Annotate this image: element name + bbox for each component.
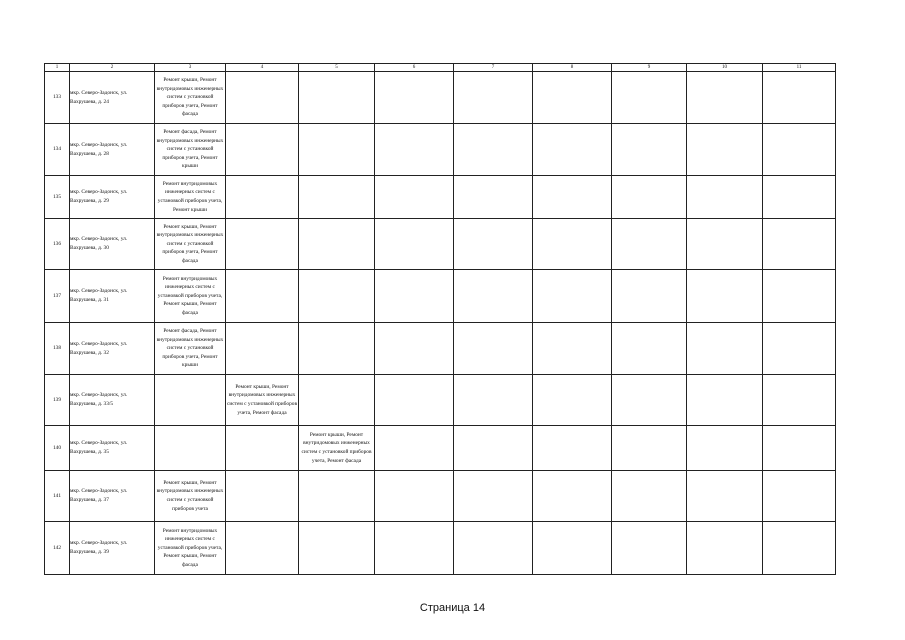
work-type-cell: Ремонт крыши, Ремонт внутридомовых инженерных систем с установкой приборов учета, Ремонт фасада <box>155 72 226 124</box>
address-cell: мкр. Северо-Задонск, ул. Вахрушева, д. 32 <box>70 323 155 375</box>
table-row <box>45 522 836 575</box>
empty-cell <box>454 426 533 471</box>
column-header: 5 <box>299 64 375 72</box>
table-row <box>45 426 836 471</box>
table-row <box>45 219 836 270</box>
row-number: 134 <box>45 124 70 176</box>
empty-cell <box>763 323 836 375</box>
empty-cell <box>687 323 763 375</box>
column-header: 11 <box>763 64 836 72</box>
empty-cell <box>375 375 454 426</box>
column-header: 7 <box>454 64 533 72</box>
work-type-cell <box>155 375 226 426</box>
empty-cell <box>375 471 454 522</box>
table-row <box>45 375 836 426</box>
capital-repair-table <box>44 63 836 575</box>
empty-cell <box>533 176 612 219</box>
empty-cell <box>533 323 612 375</box>
work-type-cell <box>299 270 375 323</box>
empty-cell <box>612 471 687 522</box>
empty-cell <box>763 72 836 124</box>
column-header: 3 <box>155 64 226 72</box>
empty-cell <box>454 72 533 124</box>
table-row <box>45 176 836 219</box>
work-type-cell <box>299 124 375 176</box>
empty-cell <box>612 323 687 375</box>
table-row <box>45 72 836 124</box>
table-row <box>45 270 836 323</box>
empty-cell <box>687 522 763 575</box>
work-type-cell <box>299 219 375 270</box>
empty-cell <box>763 124 836 176</box>
work-type-cell: Ремонт внутридомовых инженерных систем с установкой приборов учета, Ремонт крыши, Ремонт фасада <box>155 522 226 575</box>
address-cell: мкр. Северо-Задонск, ул. Вахрушева, д. 35 <box>70 426 155 471</box>
empty-cell <box>533 72 612 124</box>
empty-cell <box>454 176 533 219</box>
work-type-cell: Ремонт фасада, Ремонт внутридомовых инженерных систем с установкой приборов учета, Ремонт крыши <box>155 124 226 176</box>
work-type-cell <box>155 426 226 471</box>
work-type-cell <box>226 270 299 323</box>
table-row <box>45 124 836 176</box>
empty-cell <box>375 219 454 270</box>
empty-cell <box>375 270 454 323</box>
table-row <box>45 323 836 375</box>
column-header: 9 <box>612 64 687 72</box>
empty-cell <box>454 471 533 522</box>
empty-cell <box>763 375 836 426</box>
empty-cell <box>533 375 612 426</box>
work-type-cell <box>226 323 299 375</box>
empty-cell <box>454 522 533 575</box>
empty-cell <box>454 270 533 323</box>
row-number: 142 <box>45 522 70 575</box>
column-header: 8 <box>533 64 612 72</box>
empty-cell <box>454 323 533 375</box>
work-type-cell: Ремонт крыши, Ремонт внутридомовых инженерных систем с установкой приборов учета, Ремонт фасада <box>155 219 226 270</box>
empty-cell <box>375 323 454 375</box>
empty-cell <box>687 426 763 471</box>
empty-cell <box>687 124 763 176</box>
table-row <box>45 471 836 522</box>
address-cell: мкр. Северо-Задонск, ул. Вахрушева, д. 30 <box>70 219 155 270</box>
empty-cell <box>687 72 763 124</box>
work-type-cell <box>299 323 375 375</box>
address-cell: мкр. Северо-Задонск, ул. Вахрушева, д. 29 <box>70 176 155 219</box>
row-number: 138 <box>45 323 70 375</box>
empty-cell <box>612 375 687 426</box>
column-header: 4 <box>226 64 299 72</box>
column-header: 10 <box>687 64 763 72</box>
empty-cell <box>612 219 687 270</box>
empty-cell <box>375 176 454 219</box>
empty-cell <box>612 426 687 471</box>
work-type-cell <box>226 471 299 522</box>
empty-cell <box>454 124 533 176</box>
column-header: 6 <box>375 64 454 72</box>
empty-cell <box>533 426 612 471</box>
work-type-cell <box>299 522 375 575</box>
row-number: 137 <box>45 270 70 323</box>
address-cell: мкр. Северо-Задонск, ул. Вахрушева, д. 31 <box>70 270 155 323</box>
empty-cell <box>763 426 836 471</box>
empty-cell <box>533 471 612 522</box>
empty-cell <box>375 124 454 176</box>
work-type-cell <box>299 72 375 124</box>
empty-cell <box>612 72 687 124</box>
row-number: 139 <box>45 375 70 426</box>
empty-cell <box>533 270 612 323</box>
empty-cell <box>612 522 687 575</box>
empty-cell <box>763 219 836 270</box>
empty-cell <box>687 270 763 323</box>
work-type-cell <box>299 375 375 426</box>
empty-cell <box>687 176 763 219</box>
row-number: 140 <box>45 426 70 471</box>
empty-cell <box>612 270 687 323</box>
work-type-cell: Ремонт крыши, Ремонт внутридомовых инженерных систем с установкой приборов учета, Ремонт фасада <box>226 375 299 426</box>
empty-cell <box>375 426 454 471</box>
row-number: 135 <box>45 176 70 219</box>
row-number: 133 <box>45 72 70 124</box>
empty-cell <box>533 219 612 270</box>
empty-cell <box>763 471 836 522</box>
work-type-cell <box>299 471 375 522</box>
column-header: 1 <box>45 64 70 72</box>
address-cell: мкр. Северо-Задонск, ул. Вахрушева, д. 33/5 <box>70 375 155 426</box>
work-type-cell <box>226 124 299 176</box>
work-type-cell: Ремонт крыши, Ремонт внутридомовых инженерных систем с установкой приборов учета <box>155 471 226 522</box>
page-number: Страница 14 <box>419 602 486 614</box>
empty-cell <box>687 471 763 522</box>
address-cell: мкр. Северо-Задонск, ул. Вахрушева, д. 39 <box>70 522 155 575</box>
empty-cell <box>533 522 612 575</box>
empty-cell <box>687 375 763 426</box>
work-type-cell <box>226 72 299 124</box>
empty-cell <box>375 522 454 575</box>
address-cell: мкр. Северо-Задонск, ул. Вахрушева, д. 24 <box>70 72 155 124</box>
empty-cell <box>612 124 687 176</box>
work-type-cell <box>226 522 299 575</box>
work-type-cell <box>226 219 299 270</box>
work-type-cell: Ремонт внутридомовых инженерных систем с установкой приборов учета, Ремонт крыши, Ремонт фасада <box>155 270 226 323</box>
empty-cell <box>454 219 533 270</box>
empty-cell <box>763 176 836 219</box>
address-cell: мкр. Северо-Задонск, ул. Вахрушева, д. 28 <box>70 124 155 176</box>
empty-cell <box>763 270 836 323</box>
empty-cell <box>533 124 612 176</box>
empty-cell <box>612 176 687 219</box>
column-header: 2 <box>70 64 155 72</box>
work-type-cell <box>226 176 299 219</box>
column-number-row <box>45 64 836 72</box>
empty-cell <box>375 72 454 124</box>
work-type-cell <box>226 426 299 471</box>
empty-cell <box>687 219 763 270</box>
empty-cell <box>454 375 533 426</box>
work-type-cell: Ремонт фасада, Ремонт внутридомовых инженерных систем с установкой приборов учета, Ремонт крыши <box>155 323 226 375</box>
empty-cell <box>763 522 836 575</box>
address-cell: мкр. Северо-Задонск, ул. Вахрушева, д. 37 <box>70 471 155 522</box>
row-number: 136 <box>45 219 70 270</box>
row-number: 141 <box>45 471 70 522</box>
work-type-cell: Ремонт внутридомовых инженерных систем с установкой приборов учета, Ремонт крыши <box>155 176 226 219</box>
work-type-cell: Ремонт крыши, Ремонт внутридомовых инженерных систем с установкой приборов учета, Ремонт фасада <box>299 426 375 471</box>
work-type-cell <box>299 176 375 219</box>
